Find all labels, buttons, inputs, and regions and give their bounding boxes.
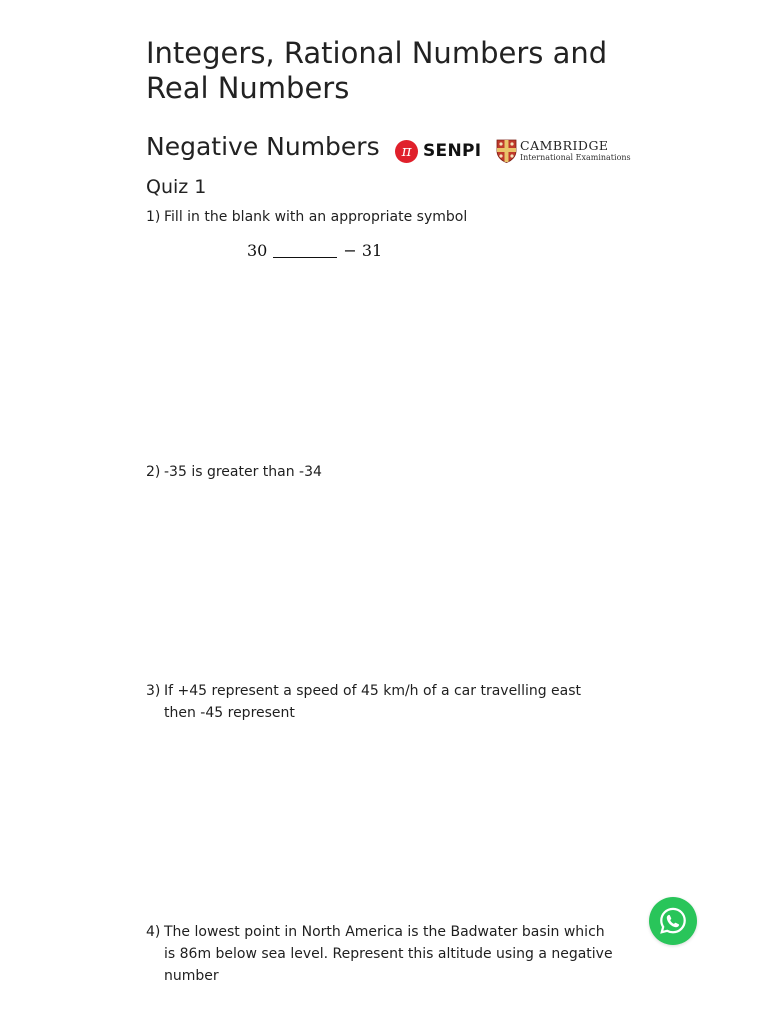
question-text: If +45 represent a speed of 45 km/h of a car travelling east then -45 represent [164, 683, 582, 721]
question-4 [146, 921, 616, 987]
quiz-title: Quiz 1 [146, 176, 207, 198]
section-header [146, 130, 636, 170]
question-3 [146, 680, 616, 724]
question-text: Fill in the blank with an appropriate symbol [164, 209, 468, 225]
question-1 [146, 206, 616, 228]
equation-blank [247, 240, 382, 262]
senpi-logo-text: SENPI [423, 141, 482, 161]
question-2 [146, 461, 616, 483]
equation-right: − 31 [343, 241, 383, 260]
question-number: 4) [146, 924, 161, 940]
whatsapp-button[interactable] [649, 897, 697, 945]
equation-left: 30 [247, 241, 268, 260]
cambridge-logo [496, 139, 631, 163]
cambridge-logo-name: CAMBRIDGE [520, 137, 609, 153]
question-text: The lowest point in North America is the Badwater basin which is 86m below sea level. Represent this altitude using a negative number [164, 924, 613, 984]
section-title: Negative Numbers [146, 132, 380, 161]
question-number: 1) [146, 209, 161, 225]
whatsapp-icon [658, 906, 688, 936]
question-number: 3) [146, 683, 161, 699]
answer-blank[interactable] [273, 256, 337, 258]
cambridge-crest-icon [496, 139, 517, 163]
cambridge-logo-subtitle: International Examinations [520, 153, 631, 163]
senpi-pi-icon: π [395, 140, 418, 163]
question-number: 2) [146, 464, 161, 480]
question-text: -35 is greater than -34 [164, 464, 322, 480]
senpi-logo [395, 139, 481, 163]
page-title: Integers, Rational Numbers and Real Numbers [146, 36, 608, 105]
